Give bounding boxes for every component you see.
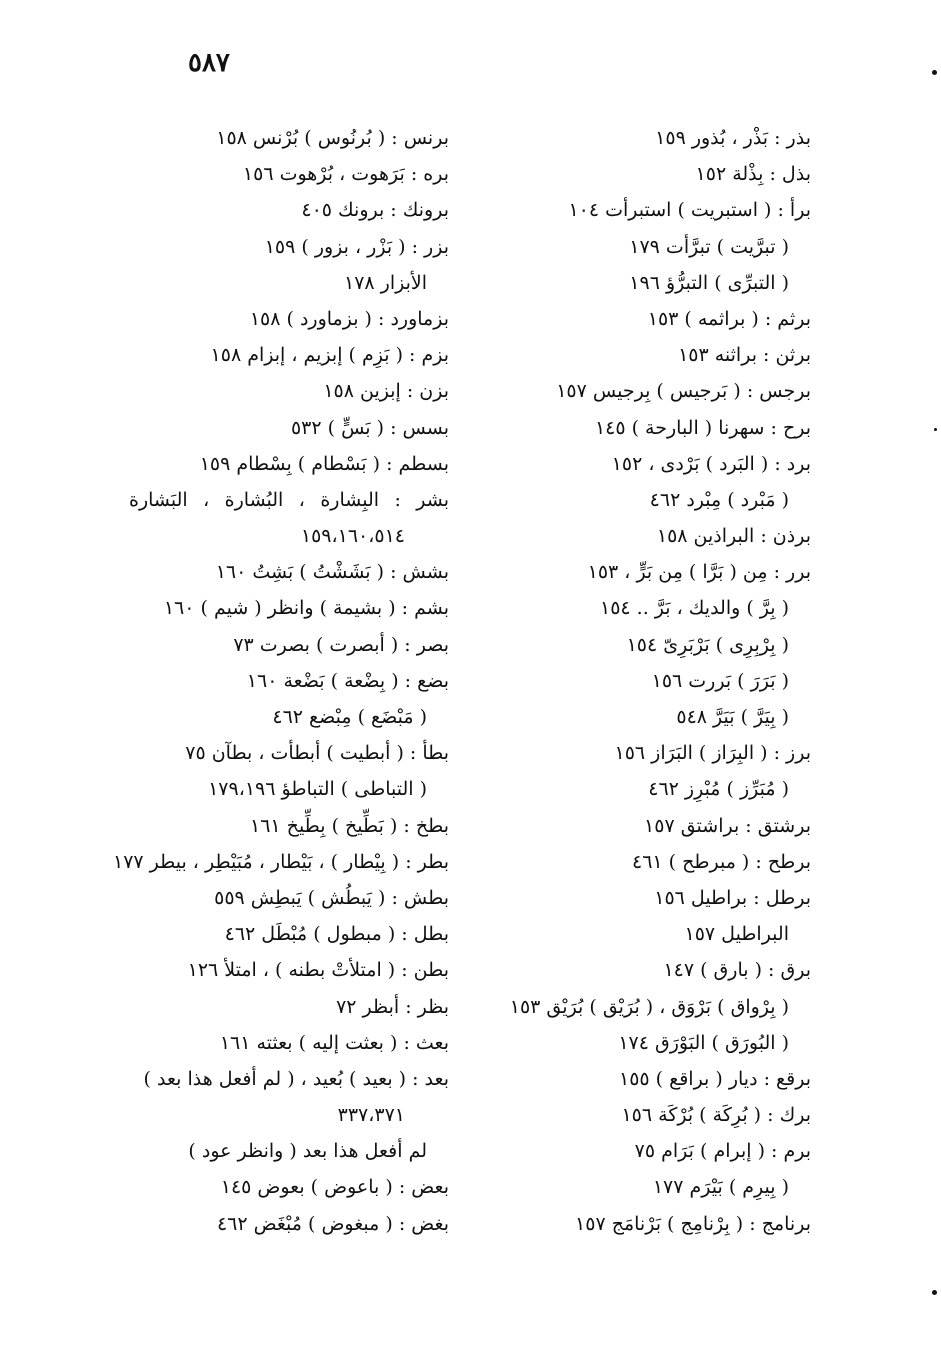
entry-line: بطأ : ( أبطيت ) أبطأت ، بطآن ٧٥: [185, 742, 449, 765]
entry-line: برطح : ( مبرطح ) ٤٦١: [632, 850, 811, 873]
entry-line: برأ : ( استبريت ) استبرأت ١٠٤: [568, 199, 811, 222]
entry-line: برم : ( إبرام ) بَرَام ٧٥: [634, 1140, 811, 1163]
left-column: [113, 120, 449, 1242]
entry-line: بطخ : ( بَطِّيخ ) بِطِّيخ ١٦١: [250, 814, 449, 837]
entry-line: ( التبرِّى ) التبرُّؤ ١٩٦: [629, 271, 789, 294]
margin-dot: [934, 428, 937, 431]
entry-line: برح : سهرنا ( البارحة ) ١٤٥: [594, 416, 811, 439]
entry-line: ( بِيَرَّ ) بَيَرَّ ٥٤٨: [676, 706, 789, 728]
entry-line: بعث : ( بعثت إليه ) بعثته ١٦١: [219, 1031, 449, 1054]
entry-line: برنس : ( بُرنُوس ) بُرْنس ١٥٨: [216, 127, 449, 149]
entry-line: بسس : ( بَسٍّ ) ٥٣٢: [290, 416, 449, 439]
entry-line: بعض : ( باعوض ) بعوض ١٤٥: [220, 1176, 449, 1199]
entry-line: بشر : البِشارة ، البُشارة ، البَشارة: [129, 488, 449, 511]
entry-line: برد : ( البَرد ) بَرْدى ، ١٥٢: [611, 452, 811, 475]
entry-line: بغض : ( مبغوض ) مُبْغَض ٤٦٢: [216, 1212, 449, 1235]
entry-line: برجس : ( بَرجيس ) بِرجيس ١٥٧: [556, 380, 811, 403]
entry-line: برثن : براثنه ١٥٣: [678, 344, 811, 367]
entry-line: برنامج : ( بِرْنامِج ) بَرْنامَج ١٥٧: [575, 1212, 811, 1235]
entry-line: بزن : إبزين ١٥٨: [323, 380, 449, 403]
entry-line: ( التباطى ) التباطؤ ١٧٩،١٩٦: [208, 778, 427, 801]
entry-line: ( مُبَرِّز ) مُبْرِز ٤٦٢: [648, 778, 789, 801]
entry-line: بصر : ( أبصرت ) بصرت ٧٣: [233, 633, 449, 656]
entry-line: الأبزار ١٧٨: [343, 271, 427, 294]
entry-line: بشم : ( بشيمة ) وانظر ( شيم ) ١٦٠: [163, 597, 449, 620]
entry-line: البراطيل ١٥٧: [684, 923, 789, 946]
entry-line: ( بَرَرَ ) بَررت ١٥٦: [651, 669, 789, 692]
entry-line: برشتق : براشتق ١٥٧: [644, 814, 811, 837]
entry-line: برز : ( البِرَاز ) البَرَاز ١٥٦: [614, 742, 811, 765]
entry-line: برذن : البراذين ١٥٨: [656, 525, 811, 548]
page-number: ٥٨٧: [188, 48, 230, 78]
entry-line: بسطم : ( بَسْطام ) بِسْطام ١٥٩: [199, 452, 449, 475]
entry-line: بطش : ( يَبطُش ) يَبطِش ٥٥٩: [214, 886, 449, 909]
entry-line: بطل : ( مبطول ) مُبْطَل ٤٦٢: [224, 923, 449, 946]
entry-line: بذل : بِذْلة ١٥٢: [695, 163, 811, 186]
entry-line: بزم : ( بَزِم ) إبزيم ، إبزام ١٥٨: [210, 344, 449, 367]
entry-line: بزر : ( بَزْر ، بزور ) ١٥٩: [264, 235, 449, 258]
margin-dot: [932, 70, 937, 75]
entry-line: ( بِرَّ ) والديك ، بَرَّ .. ١٥٤: [600, 597, 789, 620]
entry-line: برر : مِن ( بَرَّا ) مِن بَرٍّ ، ١٥٣: [587, 561, 811, 584]
entry-line: برطل : براطيل ١٥٦: [654, 886, 811, 909]
entry-line: بذر : بَذْر ، بُذور ١٥٩: [655, 127, 811, 149]
entry-line: ٣٣٧،٣٧١: [337, 1104, 405, 1127]
entry-line: بره : بَرَهوت ، بُرْهوت ١٥٦: [242, 163, 449, 186]
entry-line: بشش : ( بَشَشْتُ ) بَشِتُ ١٦٠: [215, 561, 449, 584]
entry-line: ( مَبْضَع ) مِبْضع ٤٦٢: [272, 706, 427, 728]
entry-line: ( مَبْرد ) مِبْرد ٤٦٢: [649, 488, 789, 511]
entry-line: برقع : ديار ( براقع ) ١٥٥: [618, 1067, 811, 1090]
entry-line: بطن : ( امتلأتْ بطنه ) ، امتلأ ١٢٦: [187, 959, 449, 982]
entry-line: ١٥٩،١٦٠،٥١٤: [300, 525, 405, 548]
entry-line: ( بِرْبِرِى ) بَرْبَرِىّ ١٥٤: [626, 633, 789, 656]
entry-line: برثم : ( براثمه ) ١٥٣: [647, 307, 811, 330]
entry-line: ( البُورَق ) البَوْرَق ١٧٤: [618, 1031, 789, 1054]
margin-dot: [932, 1290, 937, 1295]
entry-line: برك : ( بُرِكَة ) بُرْكَة ١٥٦: [621, 1104, 811, 1127]
entry-line: بزماورد : ( بزماورد ) ١٥٨: [249, 307, 449, 330]
entry-line: ( تبرَّيت ) تبرَّأت ١٧٩: [629, 235, 789, 258]
entry-line: بظر : أبظر ٧٢: [336, 995, 449, 1018]
entry-line: برق : ( بارق ) ١٤٧: [663, 959, 811, 982]
entry-line: بضع : ( بِضْعة ) بَضْعة ١٦٠: [246, 669, 449, 692]
entry-line: ( بِرْواق ) بَرْوَق ، ( بُرَيْق ) بُرَيْق ١٥٣: [509, 995, 789, 1018]
entry-line: بعد : ( بعيد ) بُعيد ، ( لم أفعل هذا بعد ): [143, 1067, 449, 1090]
entry-line: لم أفعل هذا بعد ( وانظر عود ): [188, 1140, 427, 1163]
entry-line: ( بِيرِم ) بَيْرَم ١٧٧: [652, 1176, 789, 1199]
entry-line: بطر : ( بِيْطار ) ، بَيْطار ، مُبَيْطِر ، بيطر ١٧٧: [113, 850, 449, 873]
right-column: [511, 120, 811, 1242]
entry-line: برونك : برونك ٤٠٥: [301, 199, 449, 222]
